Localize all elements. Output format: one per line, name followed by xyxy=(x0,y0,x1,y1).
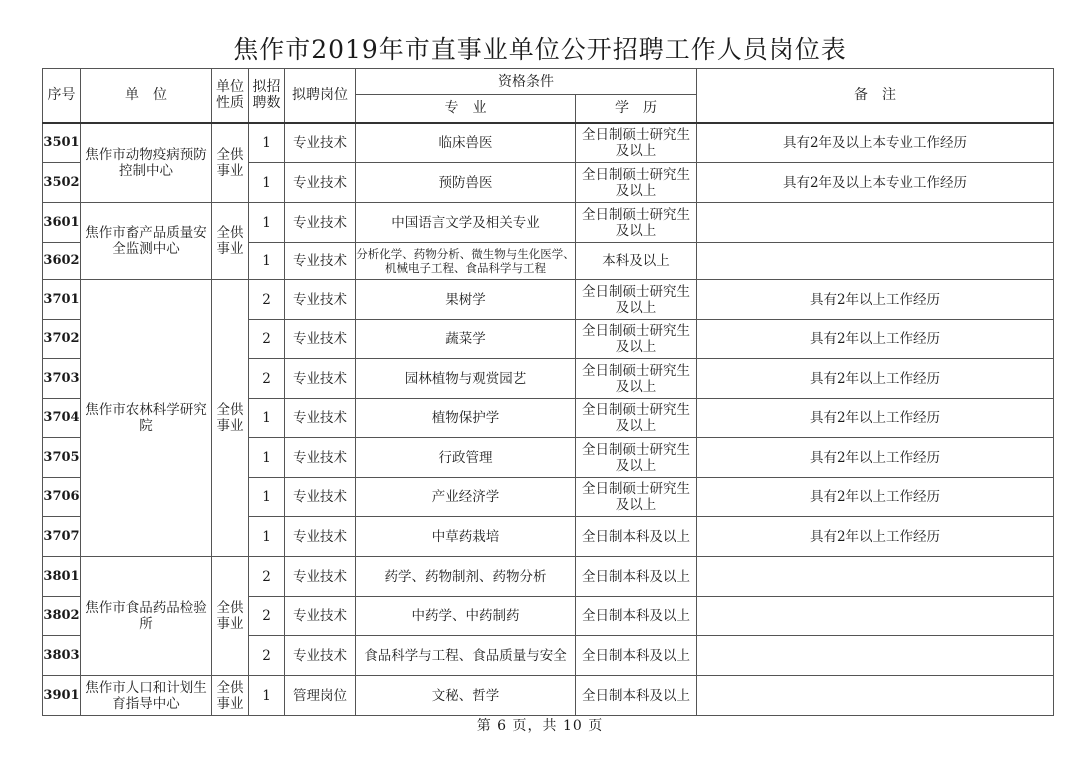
row-id: 3801 xyxy=(43,557,81,597)
row-id: 3501 xyxy=(43,123,81,163)
row-remarks: 具有2年以上工作经历 xyxy=(697,359,1054,399)
row-education: 全日制本科及以上 xyxy=(576,597,697,636)
row-post: 专业技术 xyxy=(285,478,356,517)
row-id: 3901 xyxy=(43,676,81,716)
table-row xyxy=(43,557,1054,597)
row-count: 1 xyxy=(249,203,285,243)
row-remarks xyxy=(697,557,1054,597)
row-major: 植物保护学 xyxy=(356,399,576,438)
row-post: 管理岗位 xyxy=(285,676,356,716)
row-remarks: 具有2年以上工作经历 xyxy=(697,438,1054,478)
row-remarks xyxy=(697,636,1054,676)
row-education: 全日制本科及以上 xyxy=(576,676,697,716)
row-remarks: 具有2年以上工作经历 xyxy=(697,320,1054,359)
row-count: 2 xyxy=(249,359,285,399)
row-id: 3704 xyxy=(43,399,81,438)
row-education: 全日制本科及以上 xyxy=(576,517,697,557)
row-count: 2 xyxy=(249,636,285,676)
row-id: 3803 xyxy=(43,636,81,676)
row-major: 行政管理 xyxy=(356,438,576,478)
unit-name: 焦作市畜产品质量安全监测中心 xyxy=(81,203,212,280)
row-post: 专业技术 xyxy=(285,203,356,243)
row-id: 3703 xyxy=(43,359,81,399)
row-remarks: 具有2年及以上本专业工作经历 xyxy=(697,163,1054,203)
page-footer: 第 6 页，共 10 页 xyxy=(476,718,604,734)
row-education: 全日制硕士研究生及以上 xyxy=(576,399,697,438)
header-major: 专 业 xyxy=(356,95,576,123)
row-education: 全日制硕士研究生及以上 xyxy=(576,123,697,163)
row-id: 3706 xyxy=(43,478,81,517)
recruitment-table xyxy=(42,68,1053,716)
header-nature: 单位性质 xyxy=(212,69,249,123)
table-row xyxy=(43,123,1054,163)
row-major: 食品科学与工程、食品质量与安全 xyxy=(356,636,576,676)
row-post: 专业技术 xyxy=(285,557,356,597)
row-count: 1 xyxy=(249,438,285,478)
row-education: 全日制硕士研究生及以上 xyxy=(576,320,697,359)
row-major: 临床兽医 xyxy=(356,123,576,163)
row-education: 全日制本科及以上 xyxy=(576,636,697,676)
row-major: 蔬菜学 xyxy=(356,320,576,359)
page-title: 焦作市2019年市直事业单位公开招聘工作人员岗位表 xyxy=(233,35,847,64)
row-count: 1 xyxy=(249,399,285,438)
row-id: 3702 xyxy=(43,320,81,359)
header-remarks: 备 注 xyxy=(697,69,1054,123)
row-post: 专业技术 xyxy=(285,399,356,438)
row-post: 专业技术 xyxy=(285,359,356,399)
unit-nature: 全供事业 xyxy=(212,557,249,676)
row-education: 全日制本科及以上 xyxy=(576,557,697,597)
row-education: 全日制硕士研究生及以上 xyxy=(576,163,697,203)
row-count: 2 xyxy=(249,597,285,636)
unit-name: 焦作市动物疫病预防控制中心 xyxy=(81,123,212,203)
row-post: 专业技术 xyxy=(285,123,356,163)
header-unit: 单 位 xyxy=(81,69,212,123)
row-post: 专业技术 xyxy=(285,597,356,636)
row-count: 1 xyxy=(249,163,285,203)
row-count: 1 xyxy=(249,676,285,716)
row-education: 全日制硕士研究生及以上 xyxy=(576,438,697,478)
row-count: 2 xyxy=(249,557,285,597)
row-remarks: 具有2年以上工作经历 xyxy=(697,399,1054,438)
row-post: 专业技术 xyxy=(285,163,356,203)
row-id: 3701 xyxy=(43,280,81,320)
row-remarks: 具有2年及以上本专业工作经历 xyxy=(697,123,1054,163)
unit-nature: 全供事业 xyxy=(212,123,249,203)
header-post: 拟聘岗位 xyxy=(285,69,356,123)
row-count: 1 xyxy=(249,243,285,280)
header-count: 拟招聘数 xyxy=(249,69,285,123)
unit-nature: 全供事业 xyxy=(212,280,249,557)
unit-nature: 全供事业 xyxy=(212,676,249,716)
row-post: 专业技术 xyxy=(285,517,356,557)
row-post: 专业技术 xyxy=(285,243,356,280)
row-post: 专业技术 xyxy=(285,320,356,359)
row-remarks xyxy=(697,243,1054,280)
row-id: 3802 xyxy=(43,597,81,636)
row-count: 1 xyxy=(249,123,285,163)
row-remarks xyxy=(697,597,1054,636)
row-remarks: 具有2年以上工作经历 xyxy=(697,280,1054,320)
row-education: 全日制硕士研究生及以上 xyxy=(576,203,697,243)
row-remarks xyxy=(697,676,1054,716)
header-seq: 序号 xyxy=(43,69,81,123)
row-major: 产业经济学 xyxy=(356,478,576,517)
row-id: 3602 xyxy=(43,243,81,280)
row-count: 1 xyxy=(249,517,285,557)
row-post: 专业技术 xyxy=(285,438,356,478)
table-row xyxy=(43,280,1054,320)
header-qualification: 资格条件 xyxy=(356,69,697,95)
unit-nature: 全供事业 xyxy=(212,203,249,280)
row-post: 专业技术 xyxy=(285,280,356,320)
row-education: 全日制硕士研究生及以上 xyxy=(576,359,697,399)
row-major: 分析化学、药物分析、微生物与生化医学、机械电子工程、食品科学与工程 xyxy=(356,243,576,280)
header-education: 学 历 xyxy=(576,95,697,123)
row-post: 专业技术 xyxy=(285,636,356,676)
row-remarks: 具有2年以上工作经历 xyxy=(697,517,1054,557)
row-count: 2 xyxy=(249,280,285,320)
unit-name: 焦作市人口和计划生育指导中心 xyxy=(81,676,212,716)
row-major: 中国语言文学及相关专业 xyxy=(356,203,576,243)
row-major: 中草药栽培 xyxy=(356,517,576,557)
table-row xyxy=(43,203,1054,243)
row-major: 园林植物与观赏园艺 xyxy=(356,359,576,399)
row-education: 全日制硕士研究生及以上 xyxy=(576,280,697,320)
row-id: 3705 xyxy=(43,438,81,478)
row-count: 1 xyxy=(249,478,285,517)
row-major: 中药学、中药制药 xyxy=(356,597,576,636)
unit-name: 焦作市农林科学研究院 xyxy=(81,280,212,557)
row-education: 全日制硕士研究生及以上 xyxy=(576,478,697,517)
row-major: 药学、药物制剂、药物分析 xyxy=(356,557,576,597)
row-education: 本科及以上 xyxy=(576,243,697,280)
row-major: 文秘、哲学 xyxy=(356,676,576,716)
row-id: 3707 xyxy=(43,517,81,557)
row-id: 3502 xyxy=(43,163,81,203)
table-row xyxy=(43,676,1054,716)
row-id: 3601 xyxy=(43,203,81,243)
row-major: 果树学 xyxy=(356,280,576,320)
row-count: 2 xyxy=(249,320,285,359)
row-major: 预防兽医 xyxy=(356,163,576,203)
unit-name: 焦作市食品药品检验所 xyxy=(81,557,212,676)
row-remarks xyxy=(697,203,1054,243)
row-remarks: 具有2年以上工作经历 xyxy=(697,478,1054,517)
